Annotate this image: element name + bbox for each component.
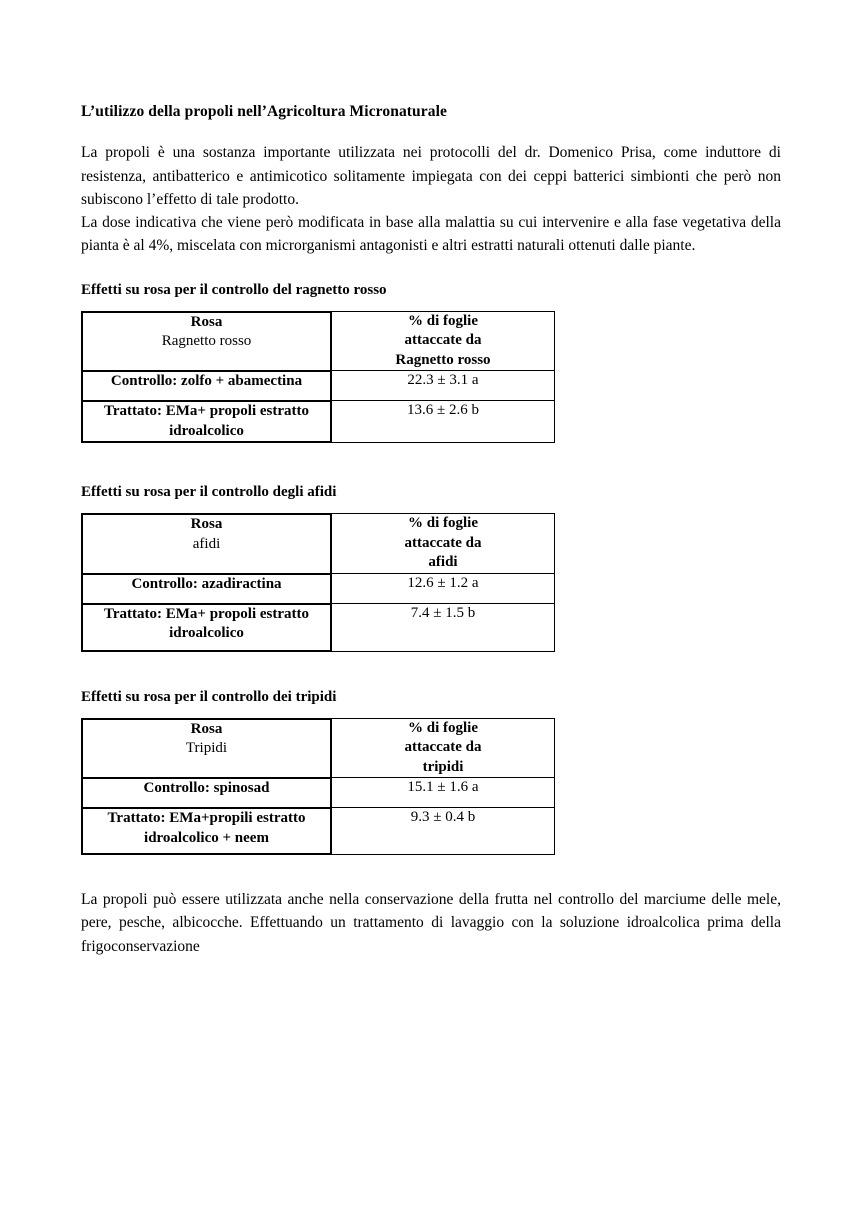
treatment-cell	[81, 370, 332, 400]
results-table-tripidi	[81, 718, 555, 856]
value-text: 7.4 ± 1.5 b	[410, 604, 476, 621]
value-text: 22.3 ± 3.1 a	[407, 372, 479, 389]
header-metric-line-1: % di foglie	[408, 719, 478, 736]
treatment-label-line-2: idroalcolico	[169, 625, 244, 642]
spacer	[81, 501, 781, 513]
spacer	[81, 855, 781, 888]
value-cell	[332, 370, 555, 400]
table-row	[81, 807, 555, 855]
header-species: Rosa	[190, 313, 223, 330]
header-cell-treatment	[81, 718, 332, 778]
header-species: Rosa	[190, 720, 223, 737]
value-text: 12.6 ± 1.2 a	[407, 574, 479, 591]
intro-paragraph-1: La propoli è una sostanza importante utilizzata nei protocolli del dr. Domenico Prisa, come induttore di resistenza, antibatterico e antimicotico solitamente impiegata con dei ceppi batterici simbionti che però non subiscono l’effetto di tale prodotto.	[81, 144, 781, 208]
value-cell	[332, 807, 555, 855]
header-metric-line-1: % di foglie	[408, 312, 478, 329]
treatment-label-line-2: idroalcolico + neem	[144, 829, 269, 846]
value-cell	[332, 777, 555, 807]
treatment-label-line-1: Trattato: EMa+ propoli estratto	[103, 403, 310, 420]
header-species: Rosa	[190, 516, 223, 533]
section-heading-tripidi: Effetti su rosa per il controllo dei tripidi	[81, 688, 337, 705]
treatment-label-line-1: Controllo: azadiractina	[131, 575, 282, 592]
treatment-label-line-1: Trattato: EMa+ propoli estratto	[103, 605, 310, 622]
section-heading-afidi: Effetti su rosa per il controllo degli afidi	[81, 484, 337, 501]
header-metric-line-3: afidi	[428, 554, 458, 571]
spacer	[81, 443, 781, 483]
treatment-label-line-1: Controllo: zolfo + abamectina	[110, 373, 303, 390]
table-row	[81, 400, 555, 443]
header-metric-line-2: attaccate da	[404, 332, 482, 349]
header-cell-metric	[332, 513, 555, 573]
header-metric-line-3: Ragnetto rosso	[395, 351, 491, 368]
table-row	[81, 573, 555, 603]
value-cell	[332, 603, 555, 652]
document-page	[81, 102, 781, 958]
results-table-afidi	[81, 513, 555, 652]
header-metric-line-2: attaccate da	[404, 534, 482, 551]
spacer	[81, 706, 781, 718]
table-header-row	[81, 311, 555, 371]
table-header-row	[81, 513, 555, 573]
spacer	[81, 258, 781, 281]
results-table-ragnetto-rosso	[81, 311, 555, 444]
header-cell-treatment	[81, 513, 332, 573]
treatment-cell	[81, 603, 332, 652]
value-text: 13.6 ± 2.6 b	[407, 402, 479, 419]
intro-paragraph-2: La dose indicativa che viene però modificata in base alla malattia su cui intervenire e alla fase vegetativa della pianta è al 4%, miscelata con microrganismi antagonisti e altri estratti naturali ottenuti dalle piante.	[81, 214, 781, 255]
page-title: L’utilizzo della propoli nell’Agricoltura Micronaturale	[81, 103, 447, 120]
header-cell-metric	[332, 718, 555, 778]
treatment-label-line-1: Controllo: spinosad	[143, 780, 270, 797]
table-row	[81, 777, 555, 807]
spacer	[81, 652, 781, 688]
header-cell-treatment	[81, 311, 332, 371]
table-row	[81, 603, 555, 652]
header-metric-line-2: attaccate da	[404, 739, 482, 756]
value-cell	[332, 573, 555, 603]
header-metric-line-1: % di foglie	[408, 515, 478, 532]
spacer	[81, 299, 781, 311]
value-text: 9.3 ± 0.4 b	[410, 809, 476, 826]
header-pest: afidi	[192, 535, 221, 552]
section-heading-ragnetto-rosso: Effetti su rosa per il controllo del ragnetto rosso	[81, 281, 387, 298]
treatment-cell	[81, 807, 332, 855]
closing-paragraph: La propoli può essere utilizzata anche nella conservazione della frutta nel controllo del marciume delle mele, pere, pesche, albicocche. Effettuando un trattamento di lavaggio con la soluzione idroalcolica prima della frigoconservazione	[81, 891, 781, 955]
value-cell	[332, 400, 555, 443]
treatment-cell	[81, 777, 332, 807]
treatment-label-line-1: Trattato: EMa+propili estratto	[107, 810, 306, 827]
header-metric-line-3: tripidi	[422, 758, 464, 775]
table-header-row	[81, 718, 555, 778]
treatment-cell	[81, 573, 332, 603]
treatment-label-line-2: idroalcolico	[169, 422, 244, 439]
value-text: 15.1 ± 1.6 a	[407, 779, 479, 796]
header-pest: Ragnetto rosso	[161, 333, 252, 350]
header-pest: Tripidi	[185, 740, 228, 757]
treatment-cell	[81, 400, 332, 443]
header-cell-metric	[332, 311, 555, 371]
table-row	[81, 370, 555, 400]
